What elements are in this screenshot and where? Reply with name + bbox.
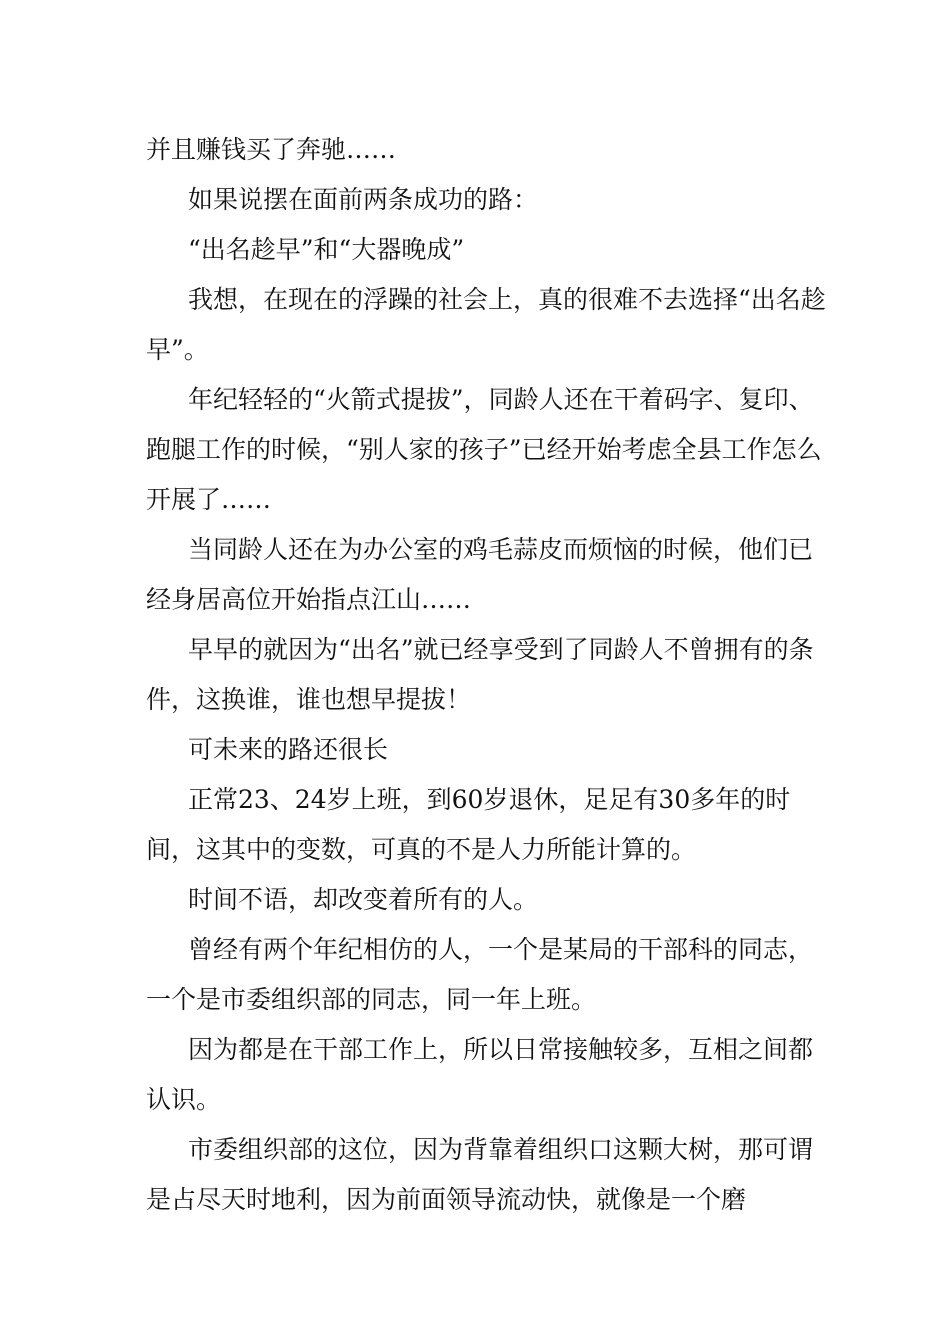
paragraph-11: 曾经有两个年纪相仿的人，一个是某局的干部科的同志，一个是市委组织部的同志，同一年上班。 (146, 935, 814, 1014)
paragraph-2: 如果说摆在面前两条成功的路： (188, 185, 539, 214)
paragraph-1: 并且赚钱买了奔驰…… (146, 135, 397, 164)
paragraph-13: 市委组织部的这位，因为背靠着组织口这颗大树，那可谓是占尽天时地利，因为前面领导流动快，就像是一个磨 (146, 1135, 814, 1214)
paragraph-7: 早早的就因为“出名”就已经享受到了同龄人不曾拥有的条件，这换谁，谁也想早提拔！ (146, 635, 814, 714)
paragraph-3: “出名趁早”和“大器晚成” (188, 235, 465, 264)
paragraph-8: 可未来的路还很长 (188, 735, 389, 764)
paragraph-4: 我想，在现在的浮躁的社会上，真的很难不去选择“出名趁早”。 (146, 285, 826, 364)
paragraph-10: 时间不语，却改变着所有的人。 (188, 885, 539, 914)
paragraph-6: 当同龄人还在为办公室的鸡毛蒜皮而烦恼的时候，他们已经身居高位开始指点江山…… (146, 535, 814, 614)
paragraph-12: 因为都是在干部工作上，所以日常接触较多，互相之间都认识。 (146, 1035, 814, 1114)
paragraph-9: 正常23、24岁上班，到60岁退休，足足有30多年的时间，这其中的变数，可真的不是人力所能计算的。 (146, 785, 791, 864)
document-body (146, 125, 826, 1225)
paragraph-5: 年纪轻轻的“火箭式提拔”，同龄人还在干着码字、复印、跑腿工作的时候，“别人家的孩子”已经开始考虑全县工作怎么开展了…… (146, 385, 822, 514)
